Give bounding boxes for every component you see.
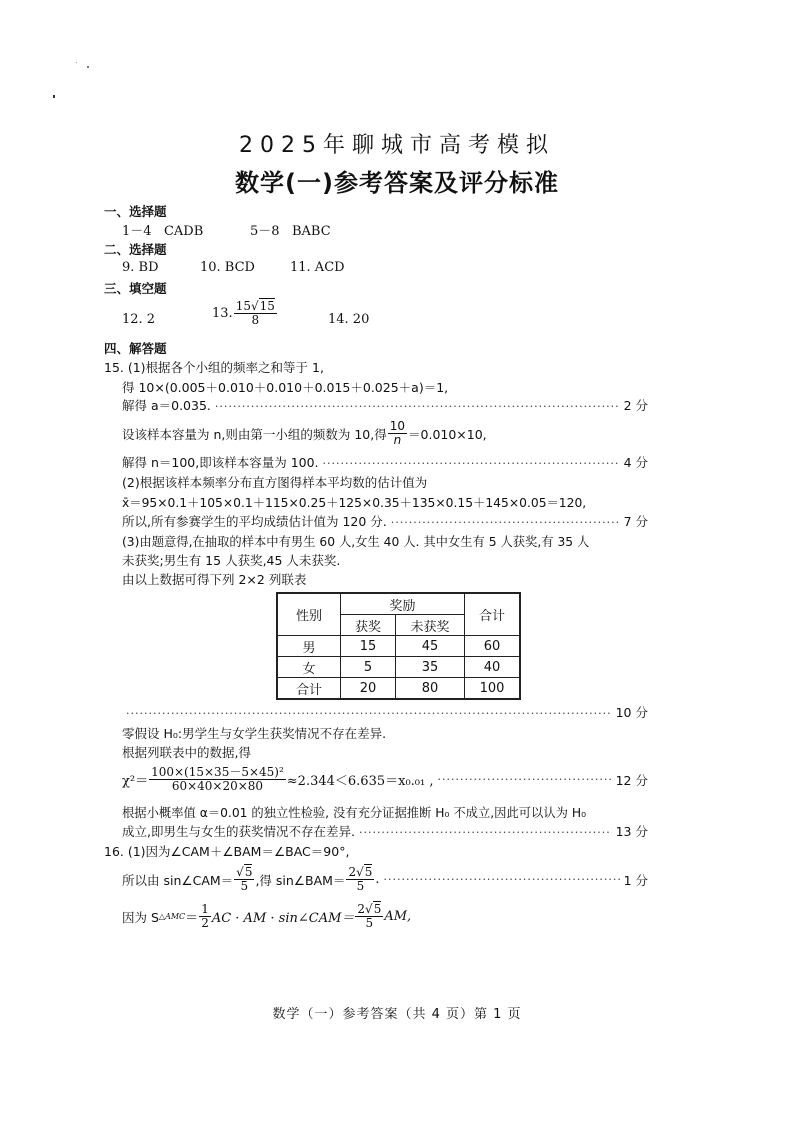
denominator: 60×40×20×80 — [171, 779, 264, 793]
table-row — [277, 657, 520, 678]
q15-scored-line — [122, 766, 648, 793]
q15-line: 解得 a＝0.035. — [122, 398, 211, 413]
q15-line: (3)由题意得,在抽取的样本中有男生 60 人,女生 40 人. 其中女生有 5 人获奖,有 35 人 — [122, 535, 590, 549]
denominator: 5 — [240, 879, 249, 893]
text: ＝0.010×10, — [408, 426, 487, 442]
q15-line: (2)根据该样本频率分布直方图得样本平均数的估计值为 — [122, 475, 428, 490]
answer-14: 14. 20 — [328, 312, 370, 327]
scan-speck — [76, 62, 77, 63]
score: 4 分 — [623, 455, 648, 470]
q15-line: 15. (1)根据各个小组的频率之和等于 1, — [104, 360, 324, 375]
radicand: 15 — [259, 299, 275, 313]
header-won: 获奖 — [341, 615, 396, 636]
answer-11: 11. ACD — [290, 260, 345, 275]
score: 1 分 — [623, 872, 648, 888]
text: . — [375, 872, 380, 887]
answer-12: 12. 2 — [122, 312, 156, 327]
q15-line: 成立,即男生与女生的获奖情况不存在差异. — [122, 824, 355, 839]
q15-line: 得 10×(0.005＋0.010＋0.010＋0.015＋0.025＋a)＝1, — [122, 380, 449, 395]
section-heading-solutions: 四、解答题 — [104, 341, 167, 356]
text: AC · AM · sin∠CAM＝ — [211, 911, 355, 926]
q15-scored-line — [122, 396, 648, 414]
text: 所以由 sin∠CAM＝ — [122, 872, 234, 888]
q15-line: 由以上数据可得下列 2×2 列联表 — [122, 572, 307, 587]
fraction — [149, 766, 286, 793]
document-subtitle: 数学(一)参考答案及评分标准 — [235, 169, 559, 197]
scan-speck — [53, 95, 55, 98]
answer-13 — [212, 300, 278, 327]
chi-square-label: χ²＝ — [122, 774, 149, 789]
numerator: 10 — [389, 419, 406, 433]
q16-scored-line — [122, 866, 648, 893]
radicand: 5 — [244, 865, 253, 879]
numerator: 1 — [201, 902, 209, 916]
row-label: 合计 — [277, 678, 341, 700]
denominator: 8 — [251, 313, 260, 327]
cell-not-won: 35 — [396, 657, 465, 678]
leader-dots — [126, 707, 612, 720]
text: ＝ — [185, 911, 199, 926]
answer-13-label: 13. — [212, 306, 233, 321]
cell-total: 100 — [465, 678, 521, 700]
answer-9: 9. BD — [122, 260, 159, 275]
score: 10 分 — [615, 705, 648, 720]
leader-dots — [384, 873, 620, 886]
text: 因为 S — [122, 909, 159, 925]
fraction — [199, 903, 211, 930]
q15-scored-line — [122, 703, 648, 721]
q15-scored-line — [122, 512, 648, 530]
score: 12 分 — [615, 772, 648, 788]
cell-not-won: 80 — [396, 678, 465, 700]
answer-value: BABC — [291, 224, 331, 239]
leader-dots — [215, 400, 620, 413]
radicand: 5 — [373, 902, 382, 916]
fraction: $\frac{15√15}{8}$ — [235, 299, 275, 327]
q15-line — [122, 420, 487, 447]
answer-range: 5－8 — [250, 224, 280, 239]
coefficient: 15 — [235, 299, 251, 313]
denominator: n — [393, 433, 402, 447]
q16-line — [122, 903, 411, 930]
score: 7 分 — [623, 514, 648, 529]
radicand: 5 — [364, 865, 373, 879]
text: AM, — [384, 909, 412, 924]
answer-5-8 — [250, 220, 331, 239]
text: 设该样本容量为 n,则由第一小组的频数为 10,得 — [122, 426, 387, 442]
q15-line: 零假设 H₀:男学生与女学生获奖情况不存在差异. — [122, 726, 387, 741]
fraction: $\frac{2√5}{5}$ — [357, 902, 382, 930]
numerator: 100×(15×35－5×45)² — [151, 765, 284, 779]
section-heading-choice: 一、选择题 — [104, 204, 167, 219]
cell-won: 5 — [341, 657, 396, 678]
header-gender: 性别 — [277, 593, 341, 636]
subscript: △AMC — [158, 912, 186, 921]
q15-line: 根据列联表中的数据,得 — [122, 745, 251, 760]
row-label: 男 — [277, 636, 341, 657]
q15-scored-line — [122, 822, 648, 840]
q15-scored-line — [122, 453, 648, 471]
fraction: $\frac{2√5}{5}$ — [348, 865, 373, 893]
document-title: 2025年聊城市高考模拟 — [239, 133, 555, 158]
section-heading-fill-blank: 三、填空题 — [104, 281, 167, 296]
q15-line: 解得 n＝100,即该样本容量为 100. — [122, 455, 319, 470]
chi-square-result: ≈2.344＜6.635＝x₀.₀₁ , — [286, 774, 434, 789]
q15-line: 所以,所有参赛学生的平均成绩估计值为 120 分. — [122, 514, 387, 529]
row-label: 女 — [277, 657, 341, 678]
header-not-won: 未获奖 — [396, 615, 465, 636]
leader-dots — [323, 457, 620, 470]
score: 13 分 — [615, 824, 648, 839]
fraction: $\frac{√5}{5}$ — [236, 865, 253, 893]
answer-value: CADB — [163, 224, 204, 239]
answer-1-4 — [122, 220, 203, 239]
cell-won: 20 — [341, 678, 396, 700]
cell-not-won: 45 — [396, 636, 465, 657]
text: ,得 sin∠BAM＝ — [255, 872, 346, 888]
cell-total: 40 — [465, 657, 521, 678]
q16-line: 16. (1)因为∠CAM＋∠BAM＝∠BAC＝90°, — [104, 844, 350, 859]
answer-range: 1－4 — [122, 224, 152, 239]
header-total: 合计 — [465, 593, 521, 636]
score: 2 分 — [623, 398, 648, 413]
header-award: 奖励 — [341, 593, 465, 615]
section-heading-multi-choice: 二、选择题 — [104, 242, 167, 257]
cell-won: 15 — [341, 636, 396, 657]
contingency-table — [276, 592, 521, 700]
table-row — [277, 678, 520, 700]
page-footer: 数学（一）参考答案（共 4 页）第 1 页 — [272, 1007, 522, 1022]
leader-dots — [391, 516, 620, 529]
q15-line: x̄＝95×0.1＋105×0.1＋115×0.25＋125×0.35＋135×0.15＋145×0.05＝120, — [122, 496, 587, 510]
table-row — [277, 636, 520, 657]
leader-dots — [359, 826, 612, 839]
scan-speck — [87, 66, 89, 68]
q15-line: 未获奖;男生有 15 人获奖,45 人未获奖. — [122, 553, 341, 568]
q15-line: 根据小概率值 α＝0.01 的独立性检验, 没有充分证据推断 H₀ 不成立,因此可以认为 H₀ — [122, 806, 587, 820]
cell-total: 60 — [465, 636, 521, 657]
coefficient: 2 — [348, 865, 357, 879]
leader-dots — [437, 773, 611, 786]
answer-10: 10. BCD — [200, 260, 255, 275]
coefficient: 2 — [357, 902, 366, 916]
denominator: 5 — [365, 916, 374, 930]
fraction — [388, 420, 407, 447]
denominator: 2 — [201, 916, 209, 930]
denominator: 5 — [356, 879, 365, 893]
